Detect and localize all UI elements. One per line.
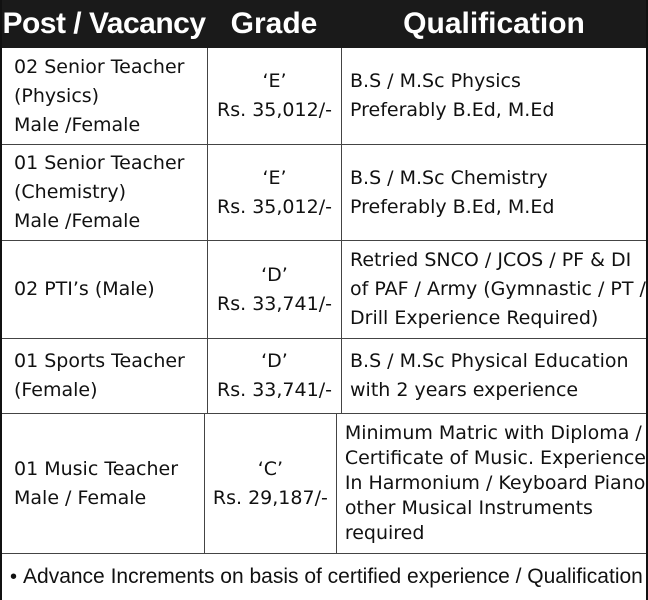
grade-cell bbox=[205, 414, 337, 553]
grade-letter: ‘E’ bbox=[262, 70, 287, 92]
qualification-line: Minimum Matric with Diploma / bbox=[344, 422, 642, 444]
qualification-line: Preferably B.Ed, M.Ed bbox=[350, 99, 555, 121]
post-line: Male /Female bbox=[14, 210, 141, 232]
post-cell bbox=[2, 339, 208, 413]
qualification-cell bbox=[342, 48, 646, 144]
qualification-cell bbox=[342, 339, 646, 413]
post-line: 01 Senior Teacher bbox=[14, 152, 185, 174]
qualification-line: Preferably B.Ed, M.Ed bbox=[350, 195, 555, 218]
header-post: Post / Vacancy bbox=[2, 7, 206, 40]
post-line: 02 PTI’s (Male) bbox=[14, 278, 155, 300]
grade-letter: ‘C’ bbox=[257, 457, 284, 480]
post-line: (Physics) bbox=[14, 84, 100, 107]
post-line: 02 Senior Teacher bbox=[14, 55, 185, 78]
qualification-line: with 2 years experience bbox=[350, 379, 579, 401]
qualification-line: B.S / M.Sc Physics bbox=[350, 70, 521, 92]
table-row bbox=[2, 48, 646, 145]
grade-letter: ‘D’ bbox=[261, 263, 288, 286]
post-cell bbox=[2, 48, 208, 144]
qualification-line: of PAF / Army (Gymnastic / PT / bbox=[350, 278, 646, 300]
grade-cell bbox=[208, 241, 342, 338]
table-row bbox=[2, 145, 646, 241]
qualification-line: required bbox=[344, 522, 425, 544]
table-row bbox=[2, 339, 646, 414]
grade-cell bbox=[208, 339, 342, 413]
pay-scale: Rs. 35,012/- bbox=[217, 195, 332, 218]
grade-letter: ‘D’ bbox=[261, 350, 288, 372]
qualification-line: B.S / M.Sc Physical Education bbox=[350, 350, 629, 372]
post-cell bbox=[2, 145, 208, 240]
post-line: Male / Female bbox=[14, 486, 147, 509]
pay-scale: Rs. 29,187/- bbox=[212, 486, 328, 509]
post-line: (Female) bbox=[14, 379, 98, 401]
footer-note-text: Advance Increments on basis of certified experience / Qualification bbox=[23, 565, 643, 588]
footer-note bbox=[2, 554, 646, 600]
qualification-line: In Harmonium / Keyboard Piano bbox=[344, 472, 646, 494]
header-grade: Grade bbox=[230, 7, 318, 40]
qualification-line: B.S / M.Sc Chemistry bbox=[350, 166, 548, 189]
qualification-line: other Musical Instruments bbox=[344, 497, 593, 519]
post-line: (Chemistry) bbox=[14, 181, 127, 203]
post-line: 01 Sports Teacher bbox=[14, 350, 185, 372]
post-cell bbox=[2, 414, 205, 553]
pay-scale: Rs. 35,012/- bbox=[217, 99, 332, 121]
pay-scale: Rs. 33,741/- bbox=[217, 379, 332, 401]
pay-scale: Rs. 33,741/- bbox=[217, 292, 332, 315]
qualification-line: Certificate of Music. Experience bbox=[344, 447, 646, 469]
post-line: Male /Female bbox=[14, 113, 141, 136]
table-row bbox=[2, 414, 646, 554]
qualification-line: Drill Experience Required) bbox=[350, 307, 599, 329]
qualification-cell bbox=[337, 414, 646, 553]
post-cell bbox=[2, 241, 208, 338]
qualification-line: Retried SNCO / JCOS / PF & DI bbox=[350, 249, 632, 271]
grade-cell bbox=[208, 145, 342, 240]
qualification-cell bbox=[342, 145, 646, 240]
bullet-icon: • bbox=[10, 565, 18, 588]
grade-cell bbox=[208, 48, 342, 144]
post-line: 01 Music Teacher bbox=[14, 457, 179, 480]
header-qualification: Qualification bbox=[403, 7, 585, 40]
table-row bbox=[2, 241, 646, 339]
qualification-cell bbox=[342, 241, 646, 338]
table-header bbox=[2, 0, 646, 48]
grade-letter: ‘E’ bbox=[262, 166, 287, 189]
